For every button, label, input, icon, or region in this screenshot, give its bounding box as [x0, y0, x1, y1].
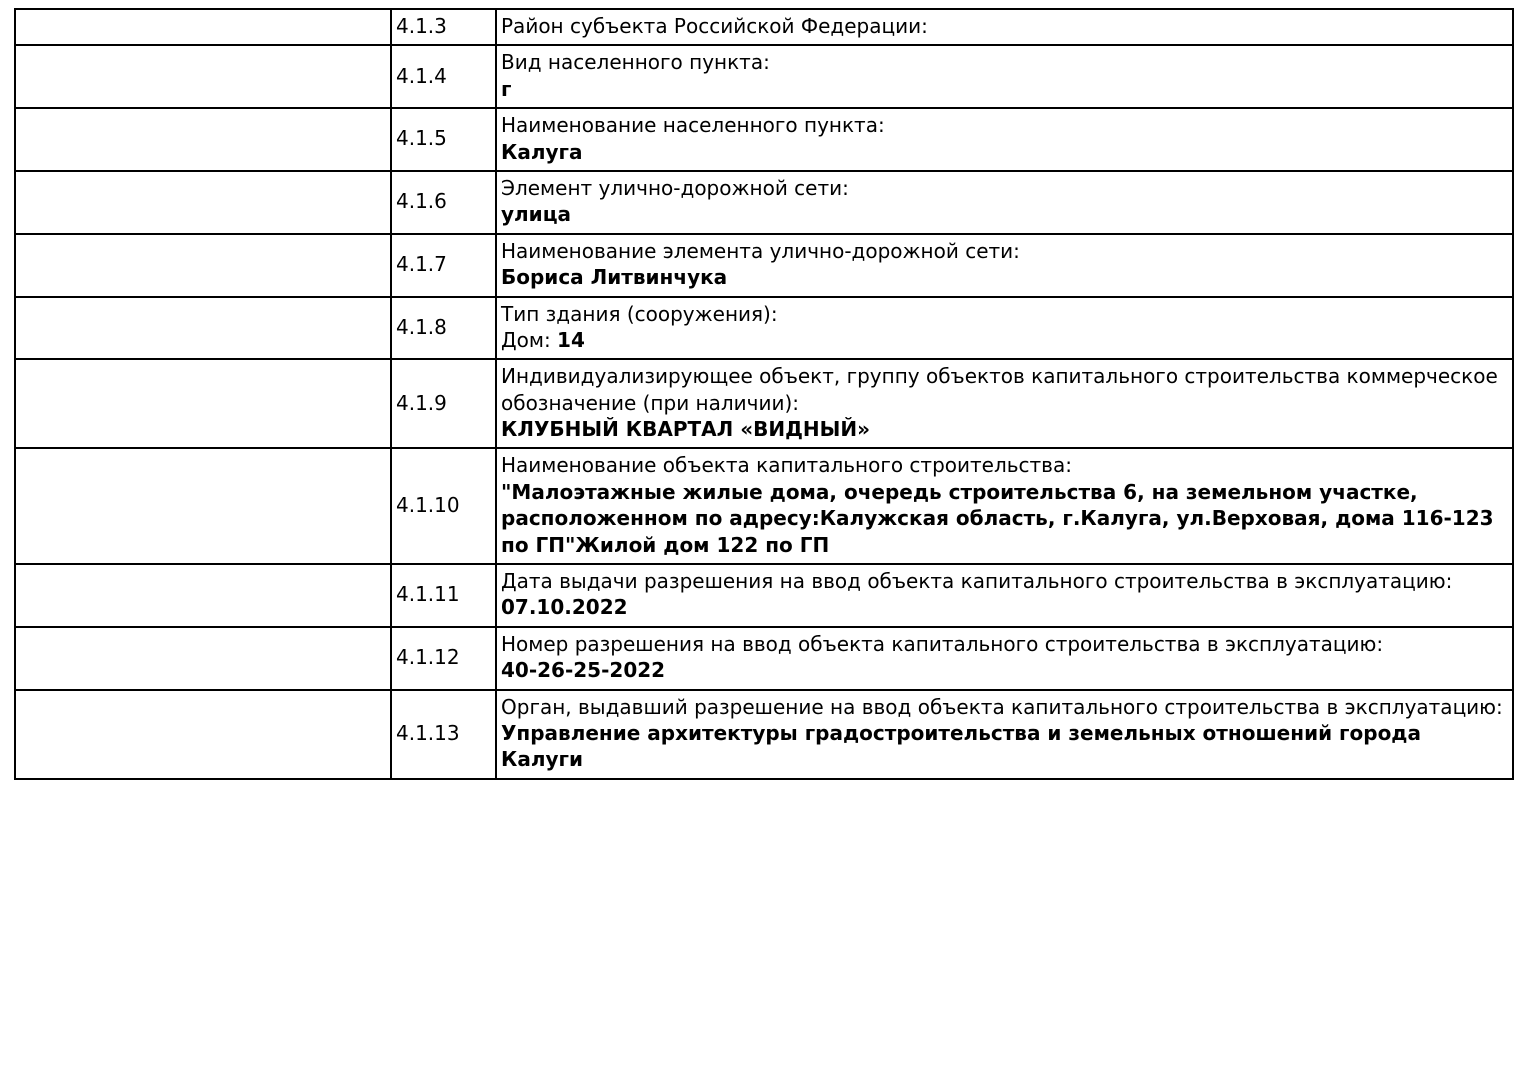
row-number: 4.1.6 [391, 171, 496, 234]
field-label: Наименование элемента улично-дорожной сети: [501, 238, 1020, 263]
table-row [15, 564, 1513, 627]
field-value-text: улица [501, 202, 572, 227]
row-content [496, 297, 1513, 360]
table-row [15, 359, 1513, 448]
table-row [15, 627, 1513, 690]
table-body [15, 9, 1513, 779]
field-value-text: Калуга [501, 139, 583, 164]
field-value-text: КЛУБНЫЙ КВАРТАЛ «ВИДНЫЙ» [501, 417, 871, 442]
row-number: 4.1.7 [391, 234, 496, 297]
empty-cell [15, 359, 391, 448]
row-number: 4.1.8 [391, 297, 496, 360]
row-content [496, 627, 1513, 690]
field-label: Элемент улично-дорожной сети: [501, 175, 849, 200]
field-label: Номер разрешения на ввод объекта капитального строительства в эксплуатацию: [501, 631, 1384, 656]
table-row [15, 448, 1513, 564]
field-value-text: г [501, 76, 512, 101]
field-value-text: 40-26-25-2022 [501, 658, 666, 683]
empty-cell [15, 297, 391, 360]
field-value [501, 201, 1506, 227]
field-label: Наименование объекта капитального строительства: [501, 453, 1072, 478]
field-value [501, 720, 1506, 773]
row-number: 4.1.12 [391, 627, 496, 690]
field-value-text: 07.10.2022 [501, 595, 628, 620]
field-value-text: "Малоэтажные жилые дома, очередь строительства 6, на земельном участке, расположенном по адресу:Калужская область, г.Калуга, ул.Верховая, дома 116-123 по ГП"Жилой дом 122 по ГП [501, 479, 1494, 557]
row-content [496, 564, 1513, 627]
row-content [496, 690, 1513, 779]
row-number: 4.1.9 [391, 359, 496, 448]
empty-cell [15, 171, 391, 234]
table-row [15, 690, 1513, 779]
row-number: 4.1.11 [391, 564, 496, 627]
field-label: Дата выдачи разрешения на ввод объекта капитального строительства в эксплуатацию: [501, 569, 1453, 594]
field-value-prefix: Дом: [501, 327, 558, 352]
empty-cell [15, 448, 391, 564]
row-number: 4.1.10 [391, 448, 496, 564]
empty-cell [15, 234, 391, 297]
row-content [496, 359, 1513, 448]
field-value [501, 76, 1506, 102]
row-content [496, 9, 1513, 45]
row-content [496, 234, 1513, 297]
field-value [501, 264, 1506, 290]
empty-cell [15, 564, 391, 627]
empty-cell [15, 45, 391, 108]
field-value-text: 14 [557, 327, 585, 352]
field-value-text: Управление архитектуры градостроительства и земельных отношений города Калуги [501, 720, 1421, 772]
empty-cell [15, 627, 391, 690]
row-content [496, 448, 1513, 564]
row-number: 4.1.13 [391, 690, 496, 779]
row-content [496, 108, 1513, 171]
table-row [15, 9, 1513, 45]
empty-cell [15, 9, 391, 45]
table-row [15, 171, 1513, 234]
field-value [501, 657, 1506, 683]
table-row [15, 45, 1513, 108]
field-label: Индивидуализирующее объект, группу объектов капитального строительства коммерческое обозначение (при наличии): [501, 364, 1498, 415]
empty-cell [15, 690, 391, 779]
row-content [496, 45, 1513, 108]
field-value [501, 416, 1506, 442]
field-label: Вид населенного пункта: [501, 50, 770, 75]
field-value [501, 479, 1506, 558]
row-number: 4.1.5 [391, 108, 496, 171]
field-label: Район субъекта Российской Федерации: [501, 14, 928, 38]
field-value [501, 139, 1506, 165]
declaration-table [14, 8, 1514, 780]
row-content [496, 171, 1513, 234]
field-label: Тип здания (сооружения): [501, 301, 778, 326]
row-number: 4.1.3 [391, 9, 496, 45]
field-label: Наименование населенного пункта: [501, 113, 885, 138]
empty-cell [15, 108, 391, 171]
table-row [15, 297, 1513, 360]
field-value [501, 327, 1506, 353]
field-label: Орган, выдавший разрешение на ввод объекта капитального строительства в эксплуатацию: [501, 694, 1503, 719]
row-number: 4.1.4 [391, 45, 496, 108]
table-row [15, 234, 1513, 297]
table-row [15, 108, 1513, 171]
field-value-text: Бориса Литвинчука [501, 265, 728, 290]
field-value [501, 594, 1506, 620]
